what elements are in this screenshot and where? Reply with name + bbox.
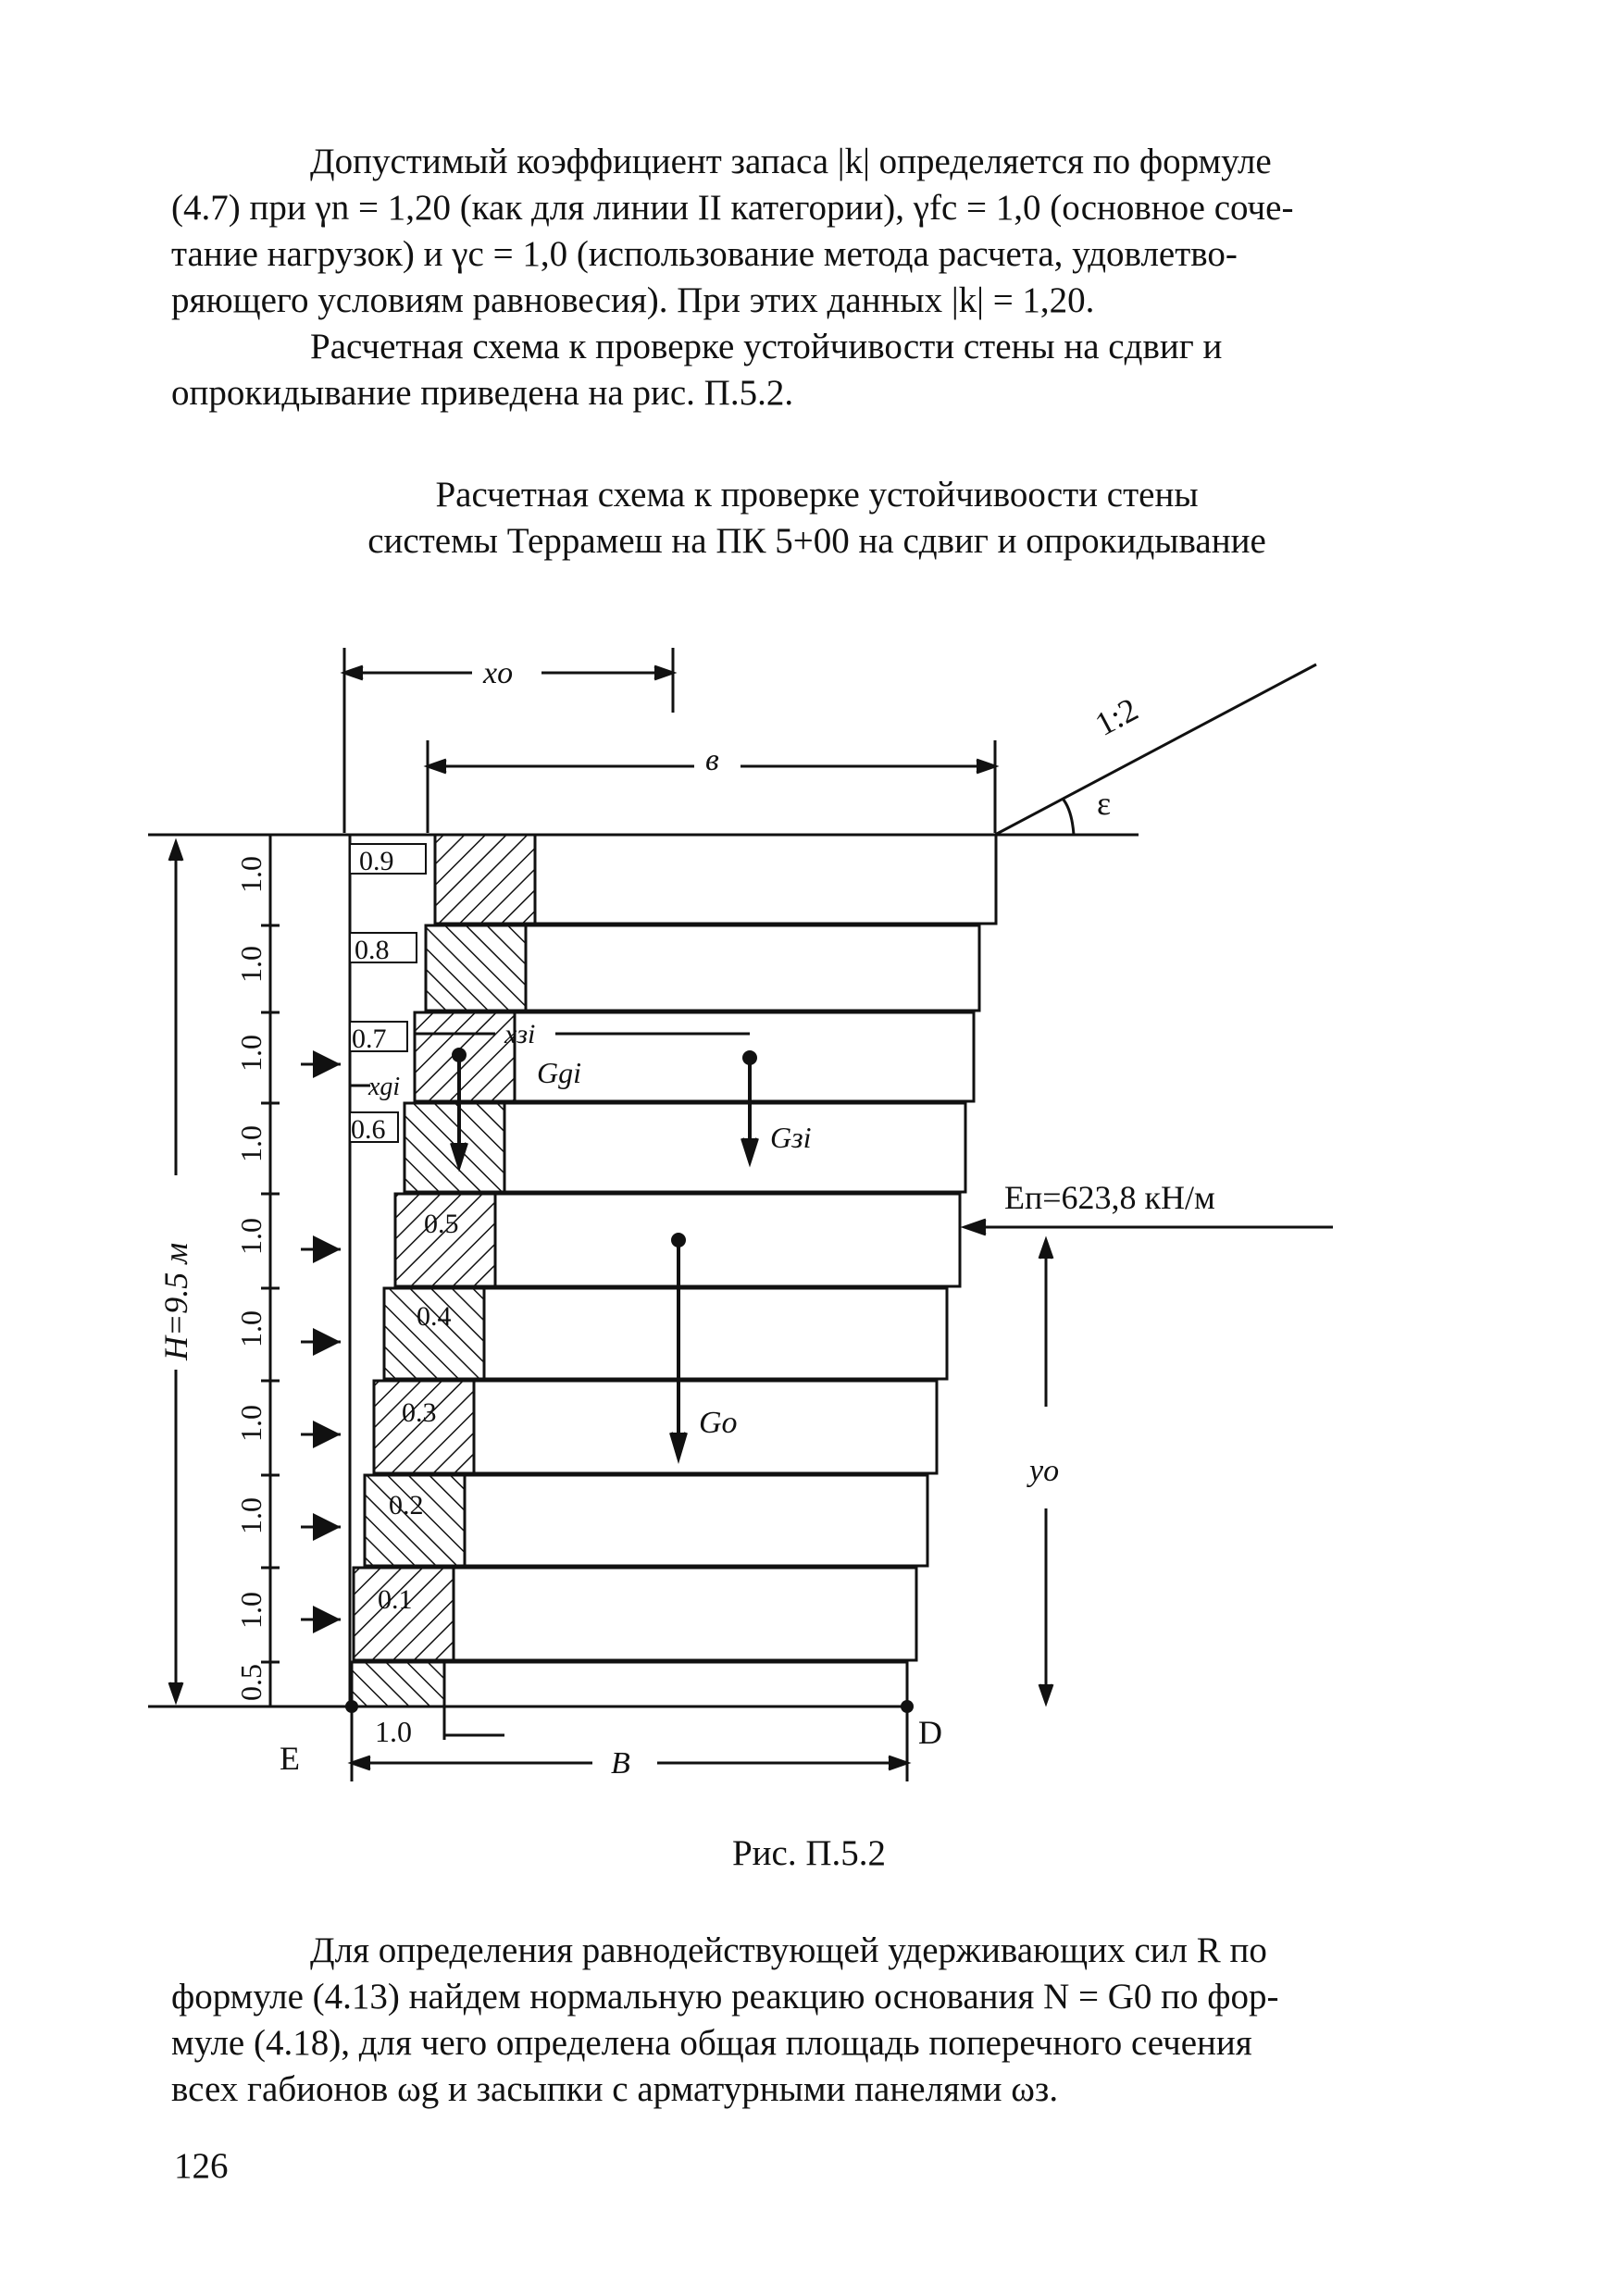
text-line: формуле (4.13) найдем нормальную реакцию основания N = G0 по фор- xyxy=(171,1977,1279,2017)
figure-title-line-2: системы Террамеш на ПК 5+00 на сдвиг и опрокидывание xyxy=(367,521,1266,561)
setback-label: 0.3 xyxy=(402,1397,437,1428)
setback-label: 0.6 xyxy=(351,1114,386,1145)
Go-label: Go xyxy=(699,1406,738,1440)
setback-label: 0.7 xyxy=(352,1024,387,1054)
xzi-label: xзi xyxy=(504,1019,536,1049)
figure-caption: Рис. П.5.2 xyxy=(731,1833,887,1873)
layer-height-label: 1.0 xyxy=(234,1592,268,1629)
setback-label: 0.5 xyxy=(424,1209,459,1239)
setback-label: 0.2 xyxy=(389,1490,424,1520)
B-label: B xyxy=(611,1746,630,1781)
text-line: Допустимый коэффициент запаса |k| определяется по формуле xyxy=(310,142,1272,181)
layer-height-label: 1.0 xyxy=(234,1405,268,1442)
layer-height-label: 1.0 xyxy=(234,946,268,983)
layer-height-label: 1.0 xyxy=(234,856,268,893)
setback-label: 0.4 xyxy=(417,1301,452,1332)
setback-label: 0.9 xyxy=(359,846,394,876)
text-line: муле (4.18), для чего определена общая площадь поперечного сечения xyxy=(171,2023,1252,2063)
base-offset-label: 1.0 xyxy=(375,1715,412,1748)
yo-label: yo xyxy=(1029,1454,1060,1488)
H-label: H=9.5 м xyxy=(157,1242,194,1360)
figure-title-line-1: Расчетная схема к проверке устойчивоости стены xyxy=(435,475,1199,515)
xgi-label: xgi xyxy=(368,1073,401,1101)
layer-height-label: 1.0 xyxy=(234,1310,268,1347)
layer-height-label: 1.0 xyxy=(234,1497,268,1534)
layer-height-label: 1.0 xyxy=(234,1035,268,1072)
layer-height-label: 1.0 xyxy=(234,1218,268,1255)
text-line: Расчетная схема к проверке устойчивости стены на сдвиг и xyxy=(310,327,1223,366)
En-label: Eп=623,8 кН/м xyxy=(1004,1179,1215,1216)
text-line: ряющего условиям равновесия). При этих данных |k| = 1,20. xyxy=(171,280,1095,320)
paragraph-3-cont xyxy=(171,1974,1462,2113)
Ggi-label: Ggi xyxy=(537,1056,581,1089)
slope-label: 1:2 xyxy=(1089,690,1144,743)
text-line: (4.7) при γn = 1,20 (как для линии II категории), γfc = 1,0 (основное соче- xyxy=(171,188,1294,228)
setback-label: 0.1 xyxy=(378,1584,413,1615)
page-number: 126 xyxy=(174,2146,229,2186)
b-label: в xyxy=(705,743,719,777)
point-D-label: D xyxy=(918,1714,942,1751)
xo-label: xo xyxy=(483,656,514,690)
Gzi-label: Gзi xyxy=(770,1121,812,1154)
text-line: Для определения равнодействующей удерживающих сил R по xyxy=(310,1930,1267,1970)
point-E-label: E xyxy=(280,1740,300,1777)
layer-height-label: 0.5 xyxy=(234,1664,268,1701)
text-line: опрокидывание приведена на рис. П.5.2. xyxy=(171,373,794,413)
text-line: тание нагрузок) и γc = 1,0 (использование метода расчета, удовлетво- xyxy=(171,234,1238,274)
paragraph-3 xyxy=(171,1928,1462,1974)
epsilon-label: ε xyxy=(1097,785,1112,822)
text-line: всех габионов ωg и засыпки с арматурными панелями ωз. xyxy=(171,2069,1059,2109)
setback-label: 0.8 xyxy=(355,935,390,965)
layer-height-label: 1.0 xyxy=(234,1125,268,1162)
